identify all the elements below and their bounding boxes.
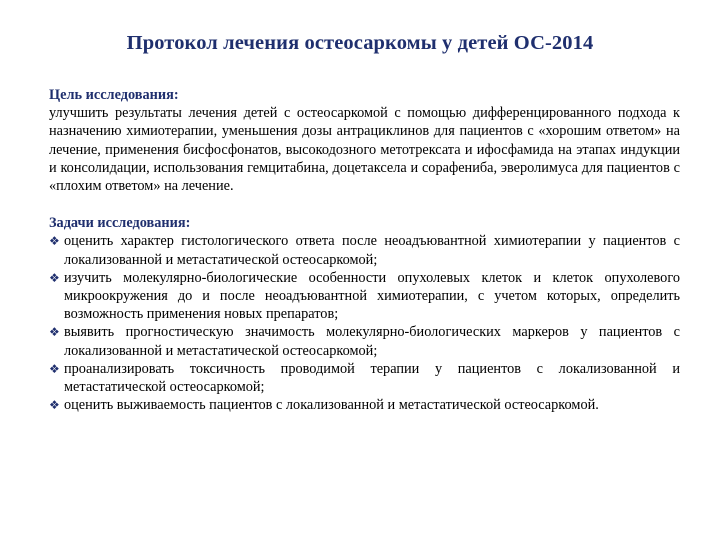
task-item-2: [49, 269, 680, 324]
task-text-5: оценить выживаемость пациентов с локализованной и метастатической остеосаркомой.: [64, 397, 599, 414]
task-item-5: [49, 396, 680, 414]
tasks-heading: Задачи исследования:: [49, 215, 191, 232]
task-item-1: [49, 232, 680, 268]
slide-content: [49, 86, 680, 414]
task-text-1: оценить характер гистологического ответа после неоадъювантной химиотерапии у пациентов с локализованной и метастатической остеосаркомой;: [64, 233, 680, 268]
checkmark-bullet-icon: ❖: [49, 325, 60, 340]
checkmark-bullet-icon: ❖: [49, 270, 60, 285]
goal-heading: Цель исследования:: [49, 87, 179, 103]
checkmark-bullet-icon: ❖: [49, 361, 60, 376]
task-text-4: проанализировать токсичность проводимой терапии у пациентов с локализованной и метастатической остеосаркомой;: [64, 360, 680, 396]
section-gap: [49, 195, 680, 214]
task-text-3: выявить прогностическую значимость молекулярно-биологических маркеров у пациентов с локализованной и метастатической остеосаркомой;: [64, 324, 680, 359]
task-text-2: изучить молекулярно-биологические особенности опухолевых клеток и клеток опухолевого микроокружения до и после неоадъювантной химиотерапии, с учетом которых, определить возможность применения новых препаратов;: [64, 269, 680, 323]
slide-title: Протокол лечения остеосаркомы у детей ОС-2014: [126, 32, 594, 54]
task-item-4: [49, 360, 680, 396]
checkmark-bullet-icon: ❖: [49, 398, 60, 413]
checkmark-bullet-icon: ❖: [49, 234, 60, 249]
task-item-3: [49, 323, 680, 359]
goal-text: улучшить результаты лечения детей с остеосаркомой с помощью дифференцированного подхода к назначению химиотерапии, уменьшения дозы антрациклинов для пациентов с «хорошим ответом» на лечение, применения бисфосфонатов, высокодозного метотрексата и ифосфамида на этапах индукции и консолидации, использования гемцитабина, доцетаксела и сорафениба, эверолимуса для пациентов с «плохим ответом» на лечение.: [49, 105, 680, 195]
tasks-list: [49, 232, 680, 414]
